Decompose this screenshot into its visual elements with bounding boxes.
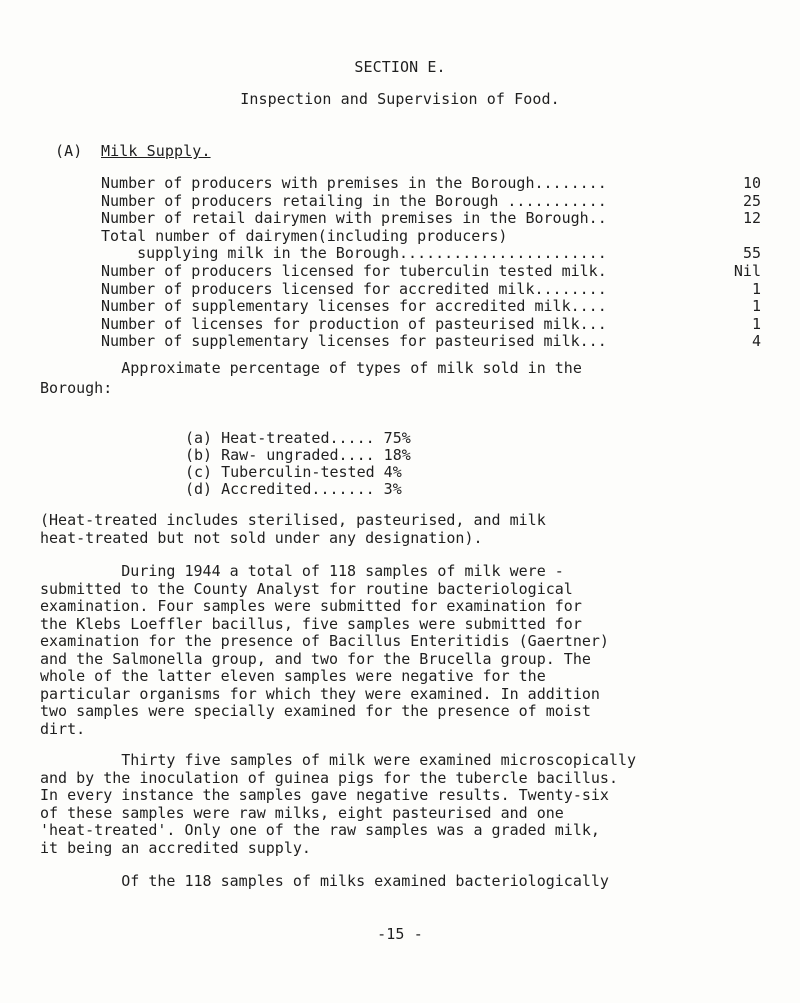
supply-row-label: Number of producers licensed for tuberculin tested milk.	[101, 262, 607, 280]
paragraph-line: submitted to the County Analyst for routine bacteriological	[40, 579, 573, 598]
supply-row	[101, 332, 761, 352]
supply-row-label: Number of supplementary licenses for pasteurised milk...	[101, 332, 607, 351]
paragraph-line: During 1944 a total of 118 samples of milk were -	[40, 562, 564, 580]
supply-row-label: Number of producers with premises in the Borough........	[101, 174, 607, 192]
paragraph-line: particular organisms for which they were examined. In addition	[40, 684, 600, 703]
approx-intro-line: Borough:	[40, 379, 113, 397]
approx-intro-line: Approximate percentage of types of milk sold in the	[40, 359, 582, 377]
section-a-label: (A)	[55, 142, 83, 160]
supply-row-value: Nil	[733, 262, 761, 280]
paragraph-bacteriological-summary	[40, 873, 609, 891]
section-a-title: Milk Supply.	[101, 142, 211, 160]
paragraph-line: Of the 118 samples of milks examined bacteriologically	[40, 872, 609, 890]
paragraph-line: of these samples were raw milks, eight pasteurised and one	[40, 803, 564, 822]
supply-row-label: Number of retail dairymen with premises in the Borough..	[101, 209, 607, 228]
paragraph-line: it being an accredited supply.	[40, 838, 311, 857]
section-heading: SECTION E.	[354, 58, 446, 76]
supply-row-label: Number of producers retailing in the Borough ...........	[101, 191, 607, 210]
supply-row-label: supplying milk in the Borough.......................	[101, 244, 607, 263]
supply-row-value: 12	[742, 209, 761, 228]
supply-row-value: 1	[751, 314, 761, 333]
paragraph-line: the Klebs Loeffler bacillus, five samples were submitted for	[40, 614, 582, 633]
supply-row-value: 25	[742, 191, 761, 210]
heat-note-line: (Heat-treated includes sterilised, pasteurised, and milk	[40, 511, 546, 529]
paragraph-samples-1944	[40, 563, 609, 738]
supply-row-value: 10	[742, 174, 761, 192]
paragraph-line: examination for the presence of Bacillus Enteritidis (Gaertner)	[40, 632, 609, 650]
supply-row-label: Total number of dairymen(including producers)	[101, 226, 508, 245]
supply-row-label: Number of licenses for production of pasteurised milk...	[101, 314, 607, 333]
supply-row-value: 4	[751, 332, 761, 351]
supply-row-value: 55	[742, 244, 761, 263]
page-number: -15 -	[377, 925, 423, 943]
milk-type-item: (d) Accredited....... 3%	[185, 480, 402, 498]
approx-percentage-intro	[40, 360, 582, 400]
milk-type-item: (c) Tuberculin-tested 4%	[185, 463, 402, 481]
milk-type-item: (a) Heat-treated..... 75%	[185, 429, 411, 447]
paragraph-line: and the Salmonella group, and two for the Brucella group. The	[40, 649, 591, 668]
paragraph-line: examination. Four samples were submitted for examination for	[40, 597, 582, 615]
heat-note-line: heat-treated but not sold under any designation).	[40, 529, 483, 547]
supply-row-value: 1	[751, 297, 761, 316]
paragraph-line: 'heat-treated'. Only one of the raw samples was a graded milk,	[40, 821, 600, 839]
supply-row-label: Number of supplementary licenses for accredited milk....	[101, 297, 607, 316]
paragraph-line: and by the inoculation of guinea pigs for the tubercle bacillus.	[40, 768, 618, 787]
milk-types-list	[185, 429, 411, 497]
heat-treated-note	[40, 512, 546, 548]
paragraph-line: whole of the latter eleven samples were negative for the	[40, 667, 546, 685]
supply-row-value: 1	[751, 279, 761, 298]
paragraph-microscopic-examination	[40, 752, 636, 857]
section-subheading: Inspection and Supervision of Food.	[240, 90, 560, 108]
supply-row-label: Number of producers licensed for accredited milk........	[101, 279, 607, 298]
paragraph-line: In every instance the samples gave negative results. Twenty-six	[40, 786, 609, 804]
paragraph-line: two samples were specially examined for the presence of moist	[40, 702, 591, 720]
paragraph-line: Thirty five samples of milk were examined microscopically	[40, 751, 637, 769]
paragraph-line: dirt.	[40, 719, 86, 738]
milk-type-item: (b) Raw- ungraded.... 18%	[185, 446, 411, 464]
